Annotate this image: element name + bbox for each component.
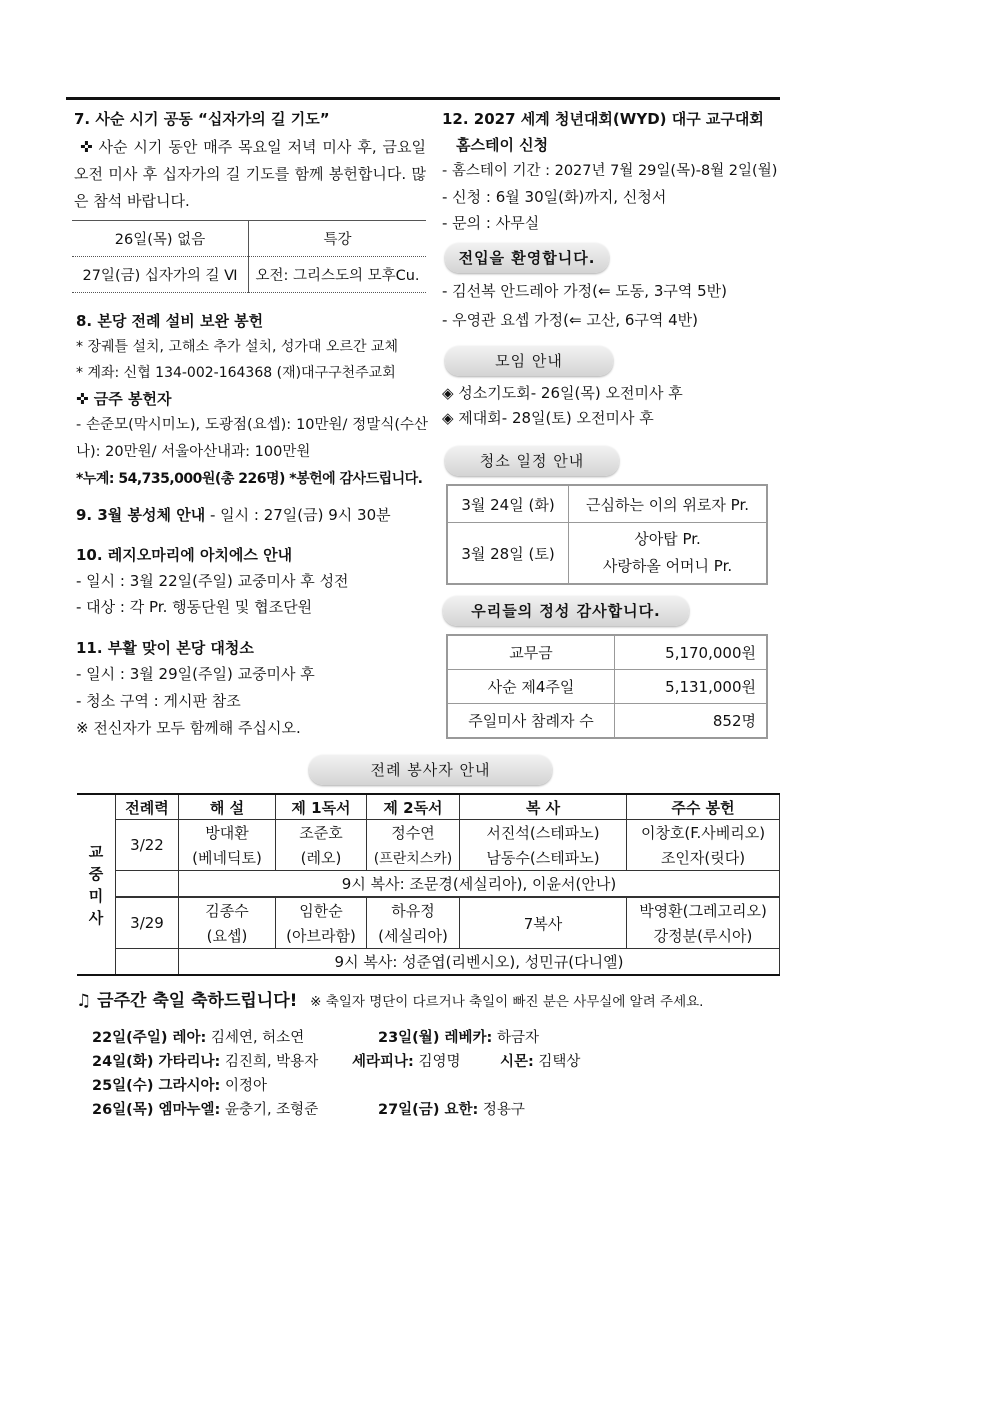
feast-27 [378,1098,525,1119]
table-cell: 정수연 [367,820,460,846]
feast-names: 하금자 [496,1030,539,1046]
sec9 [76,502,391,528]
feast-label: 23일(월) 레베카: [378,1030,493,1046]
sec10-line1: - 일시 : 3월 22일(주일) 교중미사 후 성전 [76,572,349,590]
feast-names: 이정아 [224,1078,267,1094]
table-cell: 하유정 [367,897,460,923]
offering-table [446,634,768,739]
table-cell: (세실리아) [367,923,460,949]
table-row [77,845,780,871]
table-cell: 강정분(루시아) [627,923,780,949]
header-cell: 복 사 [460,794,627,820]
service-heading: 전례 봉사자 안내 [309,755,552,785]
sec11-line2: - 청소 구역 : 게시판 참조 [76,692,241,710]
welcome-line2: - 우영관 요셉 가정(⇐ 고산, 6구역 4반) [442,311,699,329]
table-cell: 이창호(F.사베리오) [627,820,780,846]
table-cell: (레오) [276,845,367,871]
feast-label: 26일(목) 엠마누엘: [92,1102,221,1118]
sec11-line1: - 일시 : 3월 29일(주일) 교중미사 후 [76,665,315,683]
cleaning-heading: 청소 일정 안내 [445,446,619,476]
table-row [447,704,767,739]
table-cell: 26일(목) 없음 [72,221,249,257]
offering-heading: 우리들의 정성 감사합니다. [443,596,689,626]
offering-label: 주일미사 참례자 수 [447,704,615,739]
sec12-subtitle: 홈스테이 신청 [456,136,549,154]
service-note: 9시 복사: 조문경(세실리아), 이윤서(안나) [179,871,780,898]
feast-22 [92,1026,304,1047]
sec9-title: 9. 3월 봉성체 안내 [76,506,206,524]
table-cell: (프란치스카) [367,845,460,871]
table-cell: 박영환(그레고리오) [627,897,780,923]
cleaning-team [569,523,768,585]
table-row [72,257,426,293]
offering-value: 5,131,000원 [615,670,768,704]
table-cell: 방대환 [179,820,276,846]
sec11-line3: ※ 전신자가 모두 함께해 주십시오. [76,719,301,737]
feast-note: ※ 축일자 명단이 다르거나 축일이 빠진 분은 사무실에 알려 주세요. [310,994,704,1010]
cross-bullet-icon: ✜ [80,138,93,156]
table-row [447,670,767,704]
cleaning-team-2: 사랑하올 어머니 Pr. [602,557,733,575]
sec7-body [74,134,426,215]
right-column [442,108,780,236]
feast-24c [500,1050,580,1071]
feast-names: 윤충기, 조형준 [224,1102,319,1118]
sec7-body-text: 사순 시기 동안 매주 목요일 저녁 미사 후, 금요일 오전 미사 후 십자가의 길 기도를 함께 봉헌합니다. 많은 참석 바랍니다. [74,138,426,210]
table-cell: 남동수(스테파노) [460,845,627,871]
sec8-total: *누계: 54,735,000원(총 226명) *봉헌에 감사드립니다. [76,471,423,487]
welcome-heading: 전입을 환영합니다. [445,243,609,273]
feast-header [76,986,703,1011]
table-row [72,221,426,257]
table-cell: 서진석(스테파노) [460,820,627,846]
feast-names: 김택상 [538,1054,581,1070]
table-cell: 김종수 [179,897,276,923]
feast-24 [92,1050,318,1071]
sec9-detail: - 일시 : 27일(금) 9시 30분 [205,506,391,524]
feast-23 [378,1026,539,1047]
sec10-title: 10. 레지오마리에 아치에스 안내 [76,546,293,564]
feast-25 [92,1074,267,1095]
table-cell: 조준호 [276,820,367,846]
header-cell: 전례력 [116,794,179,820]
sec12-line1: - 홈스테이 기간 : 2027년 7월 29일(목)-8월 2일(월) [442,163,778,179]
table-cell [116,949,179,976]
feast-26 [92,1098,318,1119]
feast-names: 김진희, 박용자 [224,1054,319,1070]
feast-label: 25일(수) 그라시아: [92,1078,221,1094]
table-row [77,871,780,898]
sec7-title: 7. 사순 시기 공동 “십자가의 길 기도” [74,110,330,128]
table-cell: (아브라함) [276,923,367,949]
table-row [77,820,780,846]
sec12-line2: - 신청 : 6월 30일(화)까지, 신청서 [442,188,667,206]
meeting-line2: ◈ 제대회- 28일(토) 오전미사 후 [442,409,654,427]
header-cell: 제 1독서 [276,794,367,820]
table-row [77,949,780,976]
sec12-line3: - 문의 : 사무실 [442,214,540,232]
sec8-donors: - 손준모(막시미노), 도광점(요셉): 10만원/ 정말식(수산나): 20만원/ 서울아산내과: 100만원 [76,417,428,460]
header-cell: 주수 봉헌 [627,794,780,820]
table-row [447,523,767,585]
cleaning-date: 3월 24일 (화) [447,485,569,523]
service-table [77,793,780,976]
table-cell: 27일(금) 십자가의 길 Ⅵ [72,257,249,293]
service-side-label: 교 중 미 사 [77,794,116,975]
feast-label: 세라피나: [352,1054,414,1070]
table-cell: 특강 [249,221,427,257]
cleaning-date: 3월 28일 (토) [447,523,569,585]
table-cell: 오전: 그리스도의 모후Cu. [255,268,420,284]
left-column [74,108,426,215]
meeting-line1: ◈ 성소기도회- 26일(목) 오전미사 후 [442,384,683,402]
feast-label: 22일(주일) 레아: [92,1030,207,1046]
sec11 [76,635,428,742]
header-cell: 해 설 [179,794,276,820]
table-row [447,485,767,523]
sec11-title: 11. 부활 맞이 본당 대청소 [76,639,254,657]
table-cell: (베네딕토) [179,845,276,871]
service-date: 3/29 [116,897,179,949]
table-cell: 임한순 [276,897,367,923]
offering-label: 교무금 [447,635,615,670]
feast-names: 김영명 [418,1054,461,1070]
offering-value: 852명 [615,704,768,739]
offering-label: 사순 제4주일 [447,670,615,704]
table-row [447,635,767,670]
sec8-title: 8. 본당 전례 설비 보완 봉헌 [76,312,264,330]
top-rule [66,97,780,100]
feast-names: 김세연, 허소연 [210,1030,305,1046]
sec8-line2: * 계좌: 신협 134-002-164368 (재)대구구천주교회 [76,365,396,381]
feast-label: 27일(금) 요한: [378,1102,479,1118]
sec8-line1: * 장궤틀 설치, 고해소 추가 설치, 성가대 오르간 교체 [76,339,398,355]
sec12-title: 12. 2027 세계 청년대회(WYD) 대구 교구대회 [442,110,764,128]
cleaning-table [446,484,768,585]
sec8 [76,308,428,492]
cleaning-team-1: 상아탑 Pr. [634,530,701,548]
table-cell [116,871,179,898]
sec8-donors-heading: ✜ 금주 봉헌자 [76,390,172,408]
sec10 [76,542,428,620]
service-note: 9시 복사: 성준엽(리벤시오), 성민규(다니엘) [179,949,780,976]
cleaning-team: 근심하는 이의 위로자 Pr. [569,485,768,523]
feast-names: 정용구 [482,1102,525,1118]
feast-24b [352,1050,460,1071]
feast-label: 24일(화) 가타리나: [92,1054,221,1070]
table-cell: 조인자(릿다) [627,845,780,871]
meeting-heading: 모임 안내 [445,346,613,376]
table-row [77,897,780,923]
offering-value: 5,170,000원 [615,635,768,670]
table-row [77,923,780,949]
sec7-schedule-table [72,220,426,293]
table-header-row [77,794,780,820]
table-cell: 7복사 [460,897,627,949]
feast-label: 시몬: [500,1054,534,1070]
table-cell: (요셉) [179,923,276,949]
feast-title: ♫ 금주간 축일 축하드립니다! [76,991,298,1011]
welcome-line1: - 김선복 안드레아 가정(⇐ 도동, 3구역 5반) [442,282,728,300]
sec10-line2: - 대상 : 각 Pr. 행동단원 및 협조단원 [76,598,313,616]
header-cell: 제 2독서 [367,794,460,820]
service-date: 3/22 [116,820,179,871]
